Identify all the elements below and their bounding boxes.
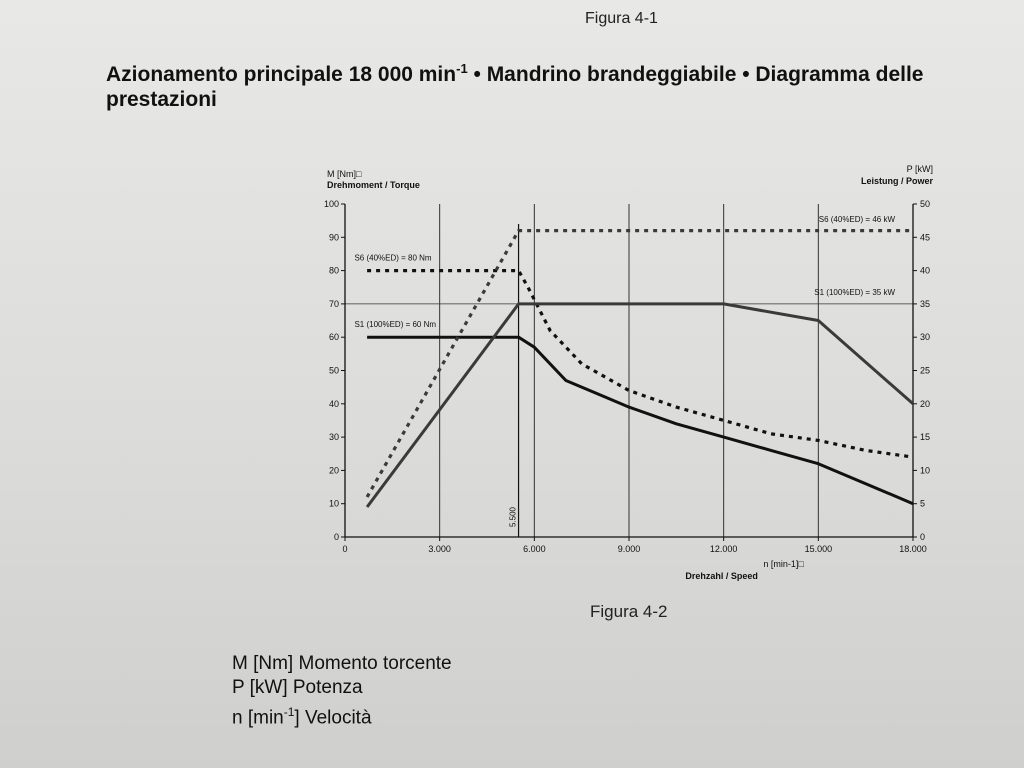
tick-label-right: 45 [920, 232, 931, 243]
tick-label-right: 15 [920, 432, 931, 443]
tick-label-x: 6.000 [523, 544, 546, 554]
tick-label-right: 0 [920, 532, 926, 542]
annotation-torque-s1: S1 (100%ED) = 60 Nm [354, 320, 437, 330]
tick-label-x: 15.000 [804, 544, 833, 554]
y-right-label: P [kW] [906, 164, 933, 174]
page-title: Azionamento principale 18 000 $\min^{-1}$ • Mandrino brandeggiabile • Diagramma delle prestazioni [106, 61, 924, 111]
tick-label-left: 60 [328, 332, 339, 343]
tick-label-x: 3.000 [428, 544, 451, 554]
tick-label-right: 30 [920, 332, 931, 343]
series-torque_s6 [367, 271, 913, 458]
tick-label-left: 30 [328, 432, 339, 443]
symbol-legend [232, 652, 452, 730]
figure-label-top: Figura 4-1 [585, 10, 658, 27]
tick-label-left: 80 [328, 265, 339, 276]
y-left-sublabel: Drehmoment / Torque [327, 180, 420, 190]
series-power_s1 [367, 304, 913, 507]
figure-caption: Figura 4-2 [590, 602, 668, 621]
tick-label-x: 9.000 [617, 544, 641, 554]
x-label: n [min-1]□ [763, 559, 804, 569]
tick-label-right: 20 [920, 398, 931, 409]
tick-label-x: 12.000 [709, 544, 738, 554]
y-right-sublabel: Leistung / Power [860, 176, 933, 186]
annotation-power-s6: S6 (40%ED) = 46 kW [818, 214, 895, 224]
x-sublabel: Drehzahl / Speed [685, 571, 758, 581]
tick-label-left: 50 [328, 365, 339, 376]
tick-label-x: 0 [342, 544, 348, 554]
chart-series [367, 231, 913, 507]
tick-label-left: 90 [328, 232, 339, 243]
tick-label-left: 0 [333, 532, 339, 542]
legend-torque: M [Nm] Momento torcente [232, 653, 452, 674]
tick-label-left: 20 [328, 465, 339, 476]
series-torque_s1 [367, 337, 913, 504]
tick-label-right: 25 [920, 365, 931, 376]
annotation-power-s1: S1 (100%ED) = 35 kW [814, 288, 895, 298]
tick-label-left: 100 [323, 199, 339, 209]
legend-speed: n $[\min^{-1}]$ Velocità [232, 705, 372, 729]
chart-ticks [324, 199, 930, 554]
speed-marker-label: 5.500 [508, 506, 518, 528]
y-left-label: M [Nm]□ [327, 169, 362, 179]
tick-label-left: 40 [328, 398, 339, 409]
annotation-torque-s6: S6 (40%ED) = 80 Nm [354, 253, 432, 263]
tick-label-right: 5 [920, 498, 926, 509]
tick-label-right: 35 [920, 298, 931, 309]
tick-label-x: 18.000 [899, 544, 927, 554]
tick-label-right: 40 [920, 265, 931, 276]
tick-label-left: 10 [328, 498, 339, 509]
tick-label-right: 50 [920, 199, 931, 209]
tick-label-right: 10 [920, 465, 931, 476]
chart-labels [327, 164, 933, 581]
legend-power: P [kW] Potenza [232, 677, 363, 698]
tick-label-left: 70 [328, 298, 339, 309]
